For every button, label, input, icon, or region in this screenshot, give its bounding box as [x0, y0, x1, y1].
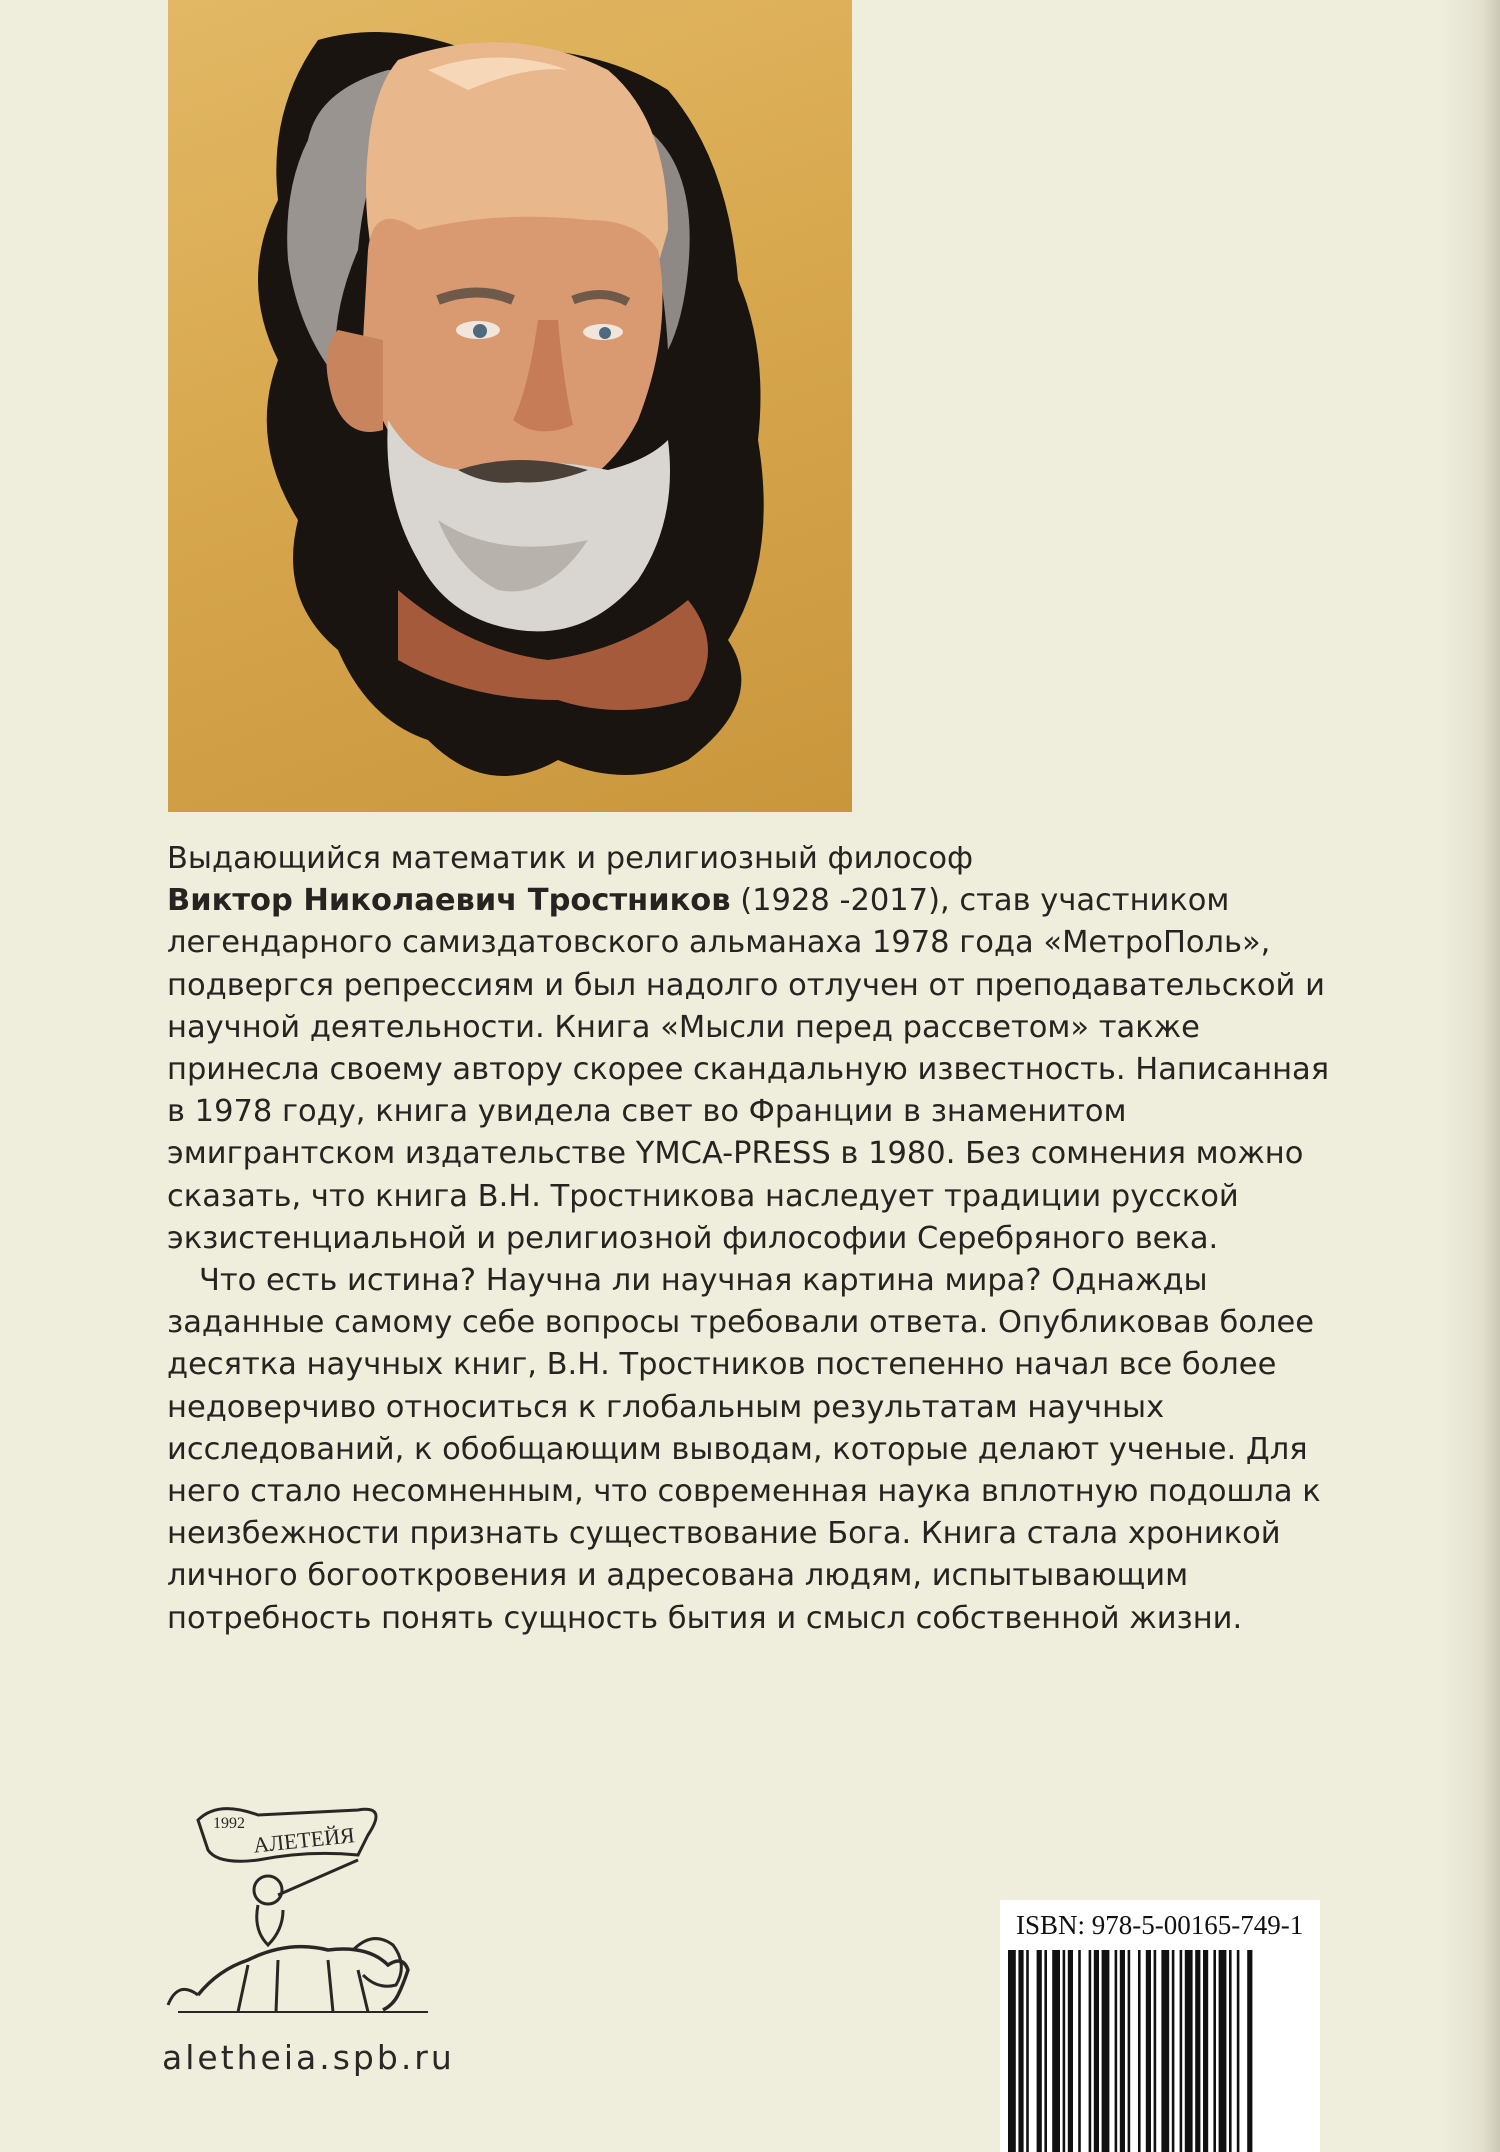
barcode-bar: [1089, 1950, 1092, 2152]
bio-intro: Выдающийся математик и религиозный философ: [167, 841, 974, 876]
barcode-bar: [1052, 1950, 1060, 2152]
barcode-bar: [1026, 1950, 1029, 2152]
barcode-bar: [1146, 1950, 1151, 2152]
logo-name: АЛЕТЕЙЯ: [251, 1822, 356, 1858]
barcode-bar: [1044, 1950, 1047, 2152]
barcode-bar: [1008, 1950, 1016, 2152]
barcode-bar: [1063, 1950, 1066, 2152]
barcode-bar: [1068, 1950, 1073, 2152]
logo-year: 1992: [213, 1815, 245, 1832]
barcode-bar: [1161, 1950, 1169, 2152]
author-dates: (1928 -2017), став участником: [730, 883, 1230, 919]
barcode-bar: [1195, 1950, 1200, 2152]
barcode-bar: [1128, 1950, 1131, 2152]
bio-paragraph-2: Что есть истина? Научна ли научная картина мира? Однажды заданные самому себе вопросы требовали ответа. Опубликовав более десятка научных книг, В.Н. Тростников постепенно начал все более недоверчиво относиться к глобальным результатам научных исследований, к обобщающим выводам, которые делают ученые. Для него стало несомненным, что современная наука вплотную подошла к неизбежности признать существование Бога. Книга стала хроникой личного богооткровения и адресована людям, испытывающим потребность понять сущность бытия и смысл собственной жизни.: [167, 1263, 1321, 1636]
barcode-bar: [1154, 1950, 1157, 2152]
barcode-bar: [1094, 1950, 1099, 2152]
barcode-bar: [1172, 1950, 1175, 2152]
bio-paragraph-1: [167, 838, 1347, 1260]
barcode-bar: [1180, 1950, 1183, 2152]
bio-paragraph-1-rest: легендарного самиздатовского альманаха 1978 года «МетроПоль», подвергся репрессиям и был надолго отлучен от преподавательской и научной деятельности. Книга «Мысли перед рассветом» также принесла своему автору скорее скандальную известность. Написанная в 1978 году, книга увидела свет во Франции в знаменитом эмигрантском издательстве YMCA-PRESS в 1980. Без сомнения можно сказать, что книга В.Н. Тростникова наследует традиции русской экзистенциальной и религиозной философии Серебряного века.: [167, 925, 1330, 1256]
barcode-bar: [1102, 1950, 1110, 2152]
isbn-number: ISBN: 978-5-00165-749-1: [1016, 1910, 1304, 1940]
publisher-website: aletheia.spb.ru: [162, 2038, 455, 2077]
barcode-bar: [1237, 1950, 1240, 2152]
publisher-logo: [158, 1780, 458, 2020]
barcode-bar: [1037, 1950, 1042, 2152]
barcode-bar: [1247, 1950, 1252, 2152]
author-portrait: [168, 0, 852, 812]
barcode-bar: [1078, 1950, 1081, 2152]
author-bio: [167, 838, 1347, 1640]
barcode-bar: [1185, 1950, 1193, 2152]
author-name: Виктор Николаевич Тростников: [167, 883, 731, 919]
barcode-bar: [1219, 1950, 1227, 2152]
barcode: [1008, 1950, 1312, 2152]
barcode-bar: [1229, 1950, 1232, 2152]
spine-shadow: [1440, 0, 1500, 2152]
barcode-bar: [1120, 1950, 1125, 2152]
barcode-bar: [1203, 1950, 1208, 2152]
isbn-block: [1000, 1900, 1320, 2152]
barcode-bar: [1213, 1950, 1216, 2152]
barcode-bar: [1138, 1950, 1141, 2152]
barcode-bar: [1115, 1950, 1118, 2152]
barcode-bar: [1018, 1950, 1023, 2152]
